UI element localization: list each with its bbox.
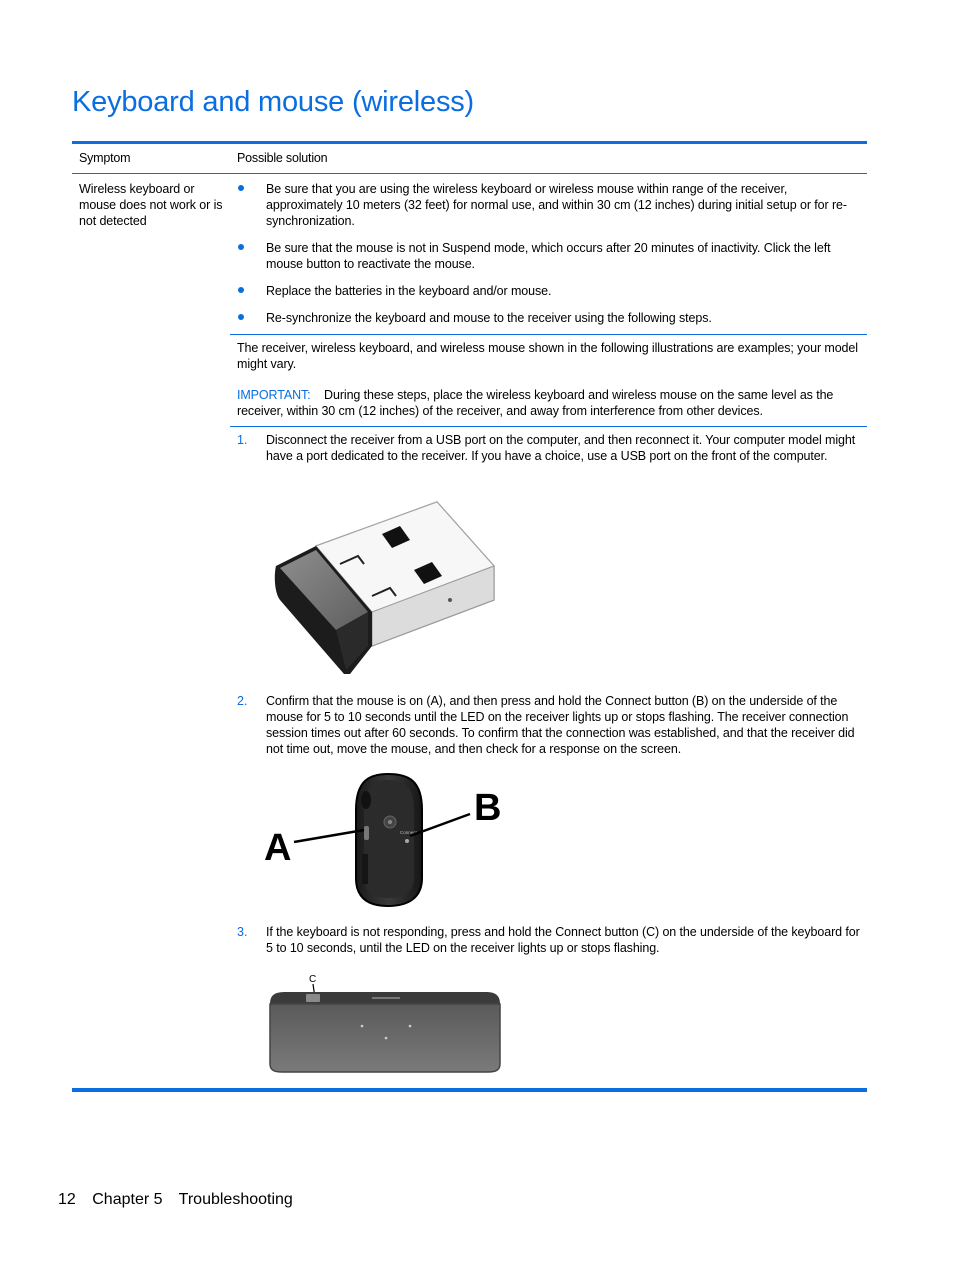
callout-c: (C) xyxy=(642,925,660,939)
page-title: Keyboard and mouse (wireless) xyxy=(72,86,474,118)
bullet-dot xyxy=(238,185,244,191)
mouse-underside-illustration xyxy=(260,770,504,910)
connect-term: Connect xyxy=(555,925,602,939)
page-footer xyxy=(58,1191,305,1209)
bullet-dot xyxy=(238,314,244,320)
step-number: 2. xyxy=(237,694,248,708)
important-label: IMPORTANT: xyxy=(237,388,311,402)
step-text-part: button xyxy=(651,694,692,708)
keyboard-underside-illustration xyxy=(266,968,506,1076)
step-text: Disconnect the receiver from a USB port on the computer, and then reconnect it. Your computer model might have a port dedicated to the receiver. If you have a choice, use a USB port on the front of the computer. xyxy=(266,433,856,463)
section-label: Troubleshooting xyxy=(178,1191,293,1208)
bullet-item: Be sure that you are using the wireless keyboard or wireless mouse within range of the receiver, approximately 10 meters (32 feet) for normal use, and within 30 cm (12 inches) during initial setup or for re-synchronization. xyxy=(266,182,847,228)
step-text-part: button xyxy=(601,925,643,939)
header-rule xyxy=(72,173,867,174)
bullet-dot xyxy=(238,244,244,250)
step-text xyxy=(266,693,862,757)
page-number: 12 xyxy=(58,1191,76,1208)
table-top-rule xyxy=(72,141,867,144)
step-number: 3. xyxy=(237,925,248,939)
symptom-text: Wireless keyboard or mouse does not work or is not detected xyxy=(79,182,223,228)
bullet-dot xyxy=(238,287,244,293)
connect-label-on-mouse: Connect xyxy=(400,830,417,835)
callout-a: (A) xyxy=(426,694,443,708)
header-solution: Possible solution xyxy=(237,151,328,165)
bullet-item: Replace the batteries in the keyboard and/or mouse. xyxy=(266,284,552,298)
callout-b: (B) xyxy=(691,694,709,708)
usb-receiver-illustration xyxy=(272,496,498,678)
header-symptom: Symptom xyxy=(79,151,131,165)
table-bottom-rule xyxy=(72,1088,867,1092)
chapter-label: Chapter 5 xyxy=(92,1191,163,1208)
step-number: 1. xyxy=(237,433,248,447)
step-text-part: Confirm that the mouse is on xyxy=(266,694,427,708)
note-text: The receiver, wireless keyboard, and wireless mouse shown in the following illustrations are examples; your model might vary. xyxy=(237,341,858,371)
bullet-item: Re-synchronize the keyboard and mouse to the receiver using the following steps. xyxy=(266,311,712,325)
figure-label-c: C xyxy=(309,974,317,985)
section-rule xyxy=(230,334,867,335)
important-text: During these steps, place the wireless keyboard and wireless mouse on the same level as the receiver, within 30 cm (12 inches) of the receiver, and away from interference from other devices. xyxy=(237,388,834,418)
step-text-part: on the underside of the keyboard for 5 to 10 seconds, until the LED on the receiver lights up or stops flashing. xyxy=(266,925,860,955)
figure-label-b: B xyxy=(474,787,502,829)
section-rule xyxy=(230,426,867,427)
step-text-part: If the keyboard is not responding, press and hold the xyxy=(266,925,556,939)
step-text-part: , and then press and hold the xyxy=(442,694,606,708)
bullet-item: Be sure that the mouse is not in Suspend mode, which occurs after 20 minutes of inactivity. Click the left mouse button to reactivate the mouse. xyxy=(266,241,831,271)
step-text-part: on the underside of the mouse for 5 to 10 seconds until the LED on the receiver lights up or stops flashing. The receiver connection session times out after 60 seconds. To confirm that the connection was established, and that the receiver did not time out, move the mouse, and then check for a response on the screen. xyxy=(266,694,855,756)
step-text xyxy=(266,924,862,956)
connect-term: Connect xyxy=(605,694,652,708)
figure-label-a: A xyxy=(264,827,292,869)
important-note xyxy=(237,387,862,419)
